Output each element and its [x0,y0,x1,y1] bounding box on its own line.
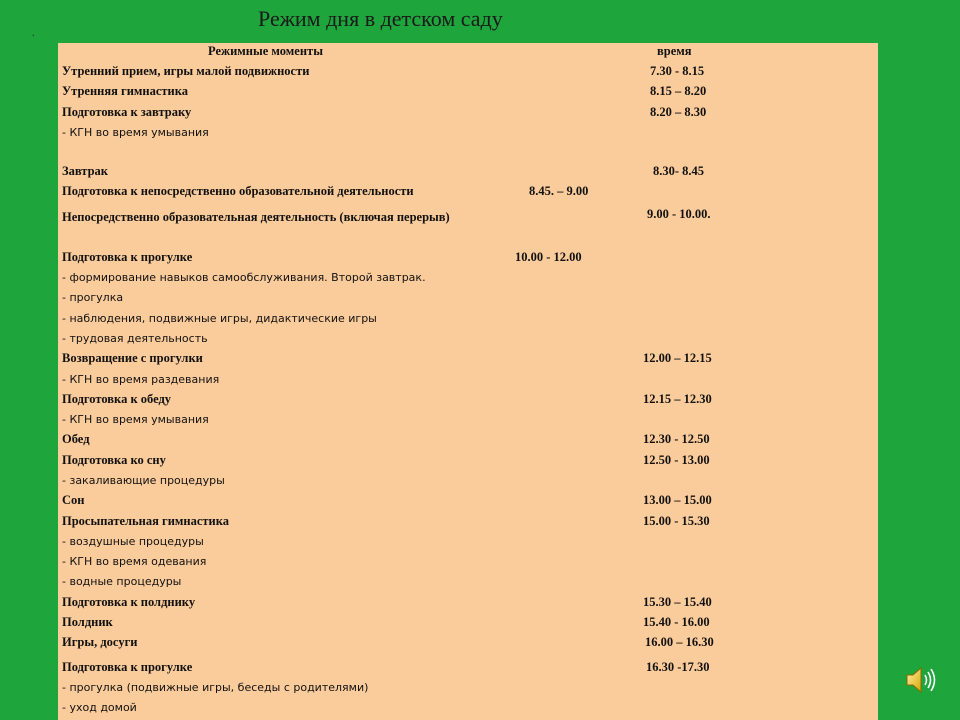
row-label: - формирование навыков самообслуживания. Второй завтрак. [62,271,426,284]
row-label: Подготовка к прогулке [62,660,193,674]
page-title: Режим дня в детском саду [258,6,503,31]
row-time: 8.20 – 8.30 [650,105,707,119]
row-time: 16.00 – 16.30 [645,635,714,649]
row-time: 7.30 - 8.15 [650,64,705,78]
row-time: 12.30 - 12.50 [643,432,710,446]
row-label: Подготовка к завтраку [62,105,192,119]
row-label: Подготовка к непосредственно образовательной деятельности [62,184,414,198]
row-label: Завтрак [62,164,108,178]
row-label: - КГН во время раздевания [62,373,220,386]
row-label: - прогулка (подвижные игры, беседы с родителями) [62,681,369,694]
row-label: - КГН во время умывания [62,126,209,139]
row-label: - трудовая деятельность [62,332,208,345]
row-time: 12.50 - 13.00 [643,453,710,467]
row-label: - уход домой [62,701,137,714]
row-time: 16.30 -17.30 [646,660,710,674]
row-label: - КГН во время умывания [62,413,209,426]
row-label: Утренний прием, игры малой подвижности [62,64,310,78]
row-label: - закаливающие процедуры [62,474,225,487]
row-label: Игры, досуги [62,635,138,649]
row-label: - прогулка [62,291,124,304]
row-label: Просыпательная гимнастика [62,514,230,528]
row-time: 12.00 – 12.15 [643,351,712,365]
row-label: Полдник [62,615,113,629]
row-time: 9.00 - 10.00. [647,207,711,221]
row-label: Сон [62,493,85,507]
row-time: 8.45. – 9.00 [529,184,589,198]
row-label: - наблюдения, подвижные игры, дидактические игры [62,312,377,325]
row-label: Обед [62,432,90,446]
row-time: 15.30 – 15.40 [643,595,712,609]
row-label: - КГН во время одевания [62,555,207,568]
row-time: 12.15 – 12.30 [643,392,712,406]
schedule-table [58,43,878,720]
row-label: Непосредственно образовательная деятельность (включая перерыв) [62,210,450,224]
row-label: Возвращение с прогулки [62,351,203,365]
row-label: Подготовка ко сну [62,453,166,467]
row-time: 8.15 – 8.20 [650,84,707,98]
row-label: - воздушные процедуры [62,535,204,548]
row-label: Утренняя гимнастика [62,84,189,98]
row-time: 8.30- 8.45 [653,164,705,178]
row-label: Подготовка к обеду [62,392,172,406]
header-label: Режимные моменты [208,44,323,58]
row-label: Подготовка к прогулке [62,250,193,264]
row-label: Подготовка к полднику [62,595,196,609]
speaker-icon[interactable] [903,663,939,697]
row-time: 15.00 - 15.30 [643,514,710,528]
row-label: - водные процедуры [62,575,182,588]
stray-dot: . [32,28,35,39]
header-time: время [657,44,692,58]
row-time: 15.40 - 16.00 [643,615,710,629]
row-time: 10.00 - 12.00 [515,250,582,264]
row-time: 13.00 – 15.00 [643,493,712,507]
